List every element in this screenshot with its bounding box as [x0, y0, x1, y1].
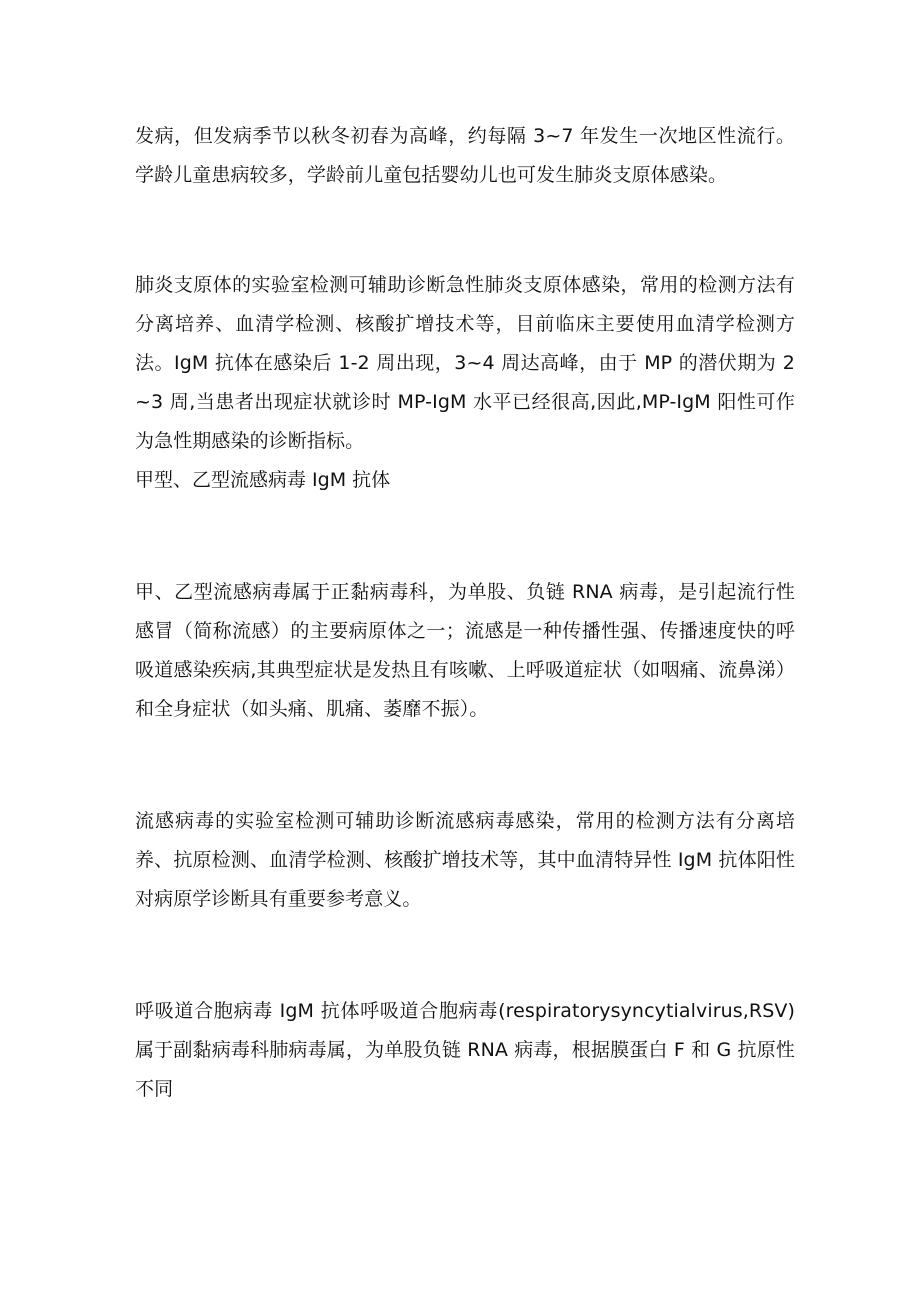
paragraph-epidemiology: 发病，但发病季节以秋冬初春为高峰，约每隔 3~7 年发生一次地区性流行。学龄儿童患病较多，学龄前儿童包括婴幼儿也可发生肺炎支原体感染。	[135, 125, 795, 186]
paragraph-influenza-description: 甲、乙型流感病毒属于正黏病毒科，为单股、负链 RNA 病毒，是引起流行性感冒（简称流感）的主要病原体之一；流感是一种传播性强、传播速度快的呼吸道感染疾病,其典型症状是发热且有咳嗽、上呼吸道症状（如咽痛、流鼻涕）和全身症状（如头痛、肌痛、萎靡不振）。	[135, 581, 795, 720]
section-heading-influenza-igm: 甲型、乙型流感病毒 IgM 抗体	[135, 469, 391, 491]
document-body	[135, 117, 795, 1109]
paragraph-mp-lab-detection: 肺炎支原体的实验室检测可辅助诊断急性肺炎支原体感染，常用的检测方法有分离培养、血清学检测、核酸扩增技术等，目前临床主要使用血清学检测方法。IgM 抗体在感染后 1-2 周出现，3~4 周达高峰，由于 MP 的潜伏期为 2~3 周,当患者出现症状就诊时 MP-IgM 水平已经很高,因此,MP-IgM 阳性可作为急性期感染的诊断指标。	[135, 274, 795, 452]
paragraph-rsv-description: 呼吸道合胞病毒 IgM 抗体呼吸道合胞病毒(respiratorysyncytialvirus,RSV)属于副黏病毒科肺病毒属，为单股负链 RNA 病毒，根据膜蛋白 F 和 G 抗原性不同	[135, 1000, 795, 1100]
paragraph-influenza-lab-detection: 流感病毒的实验室检测可辅助诊断流感病毒感染，常用的检测方法有分离培养、抗原检测、血清学检测、核酸扩增技术等，其中血清特异性 IgM 抗体阳性对病原学诊断具有重要参考意义。	[135, 810, 795, 910]
